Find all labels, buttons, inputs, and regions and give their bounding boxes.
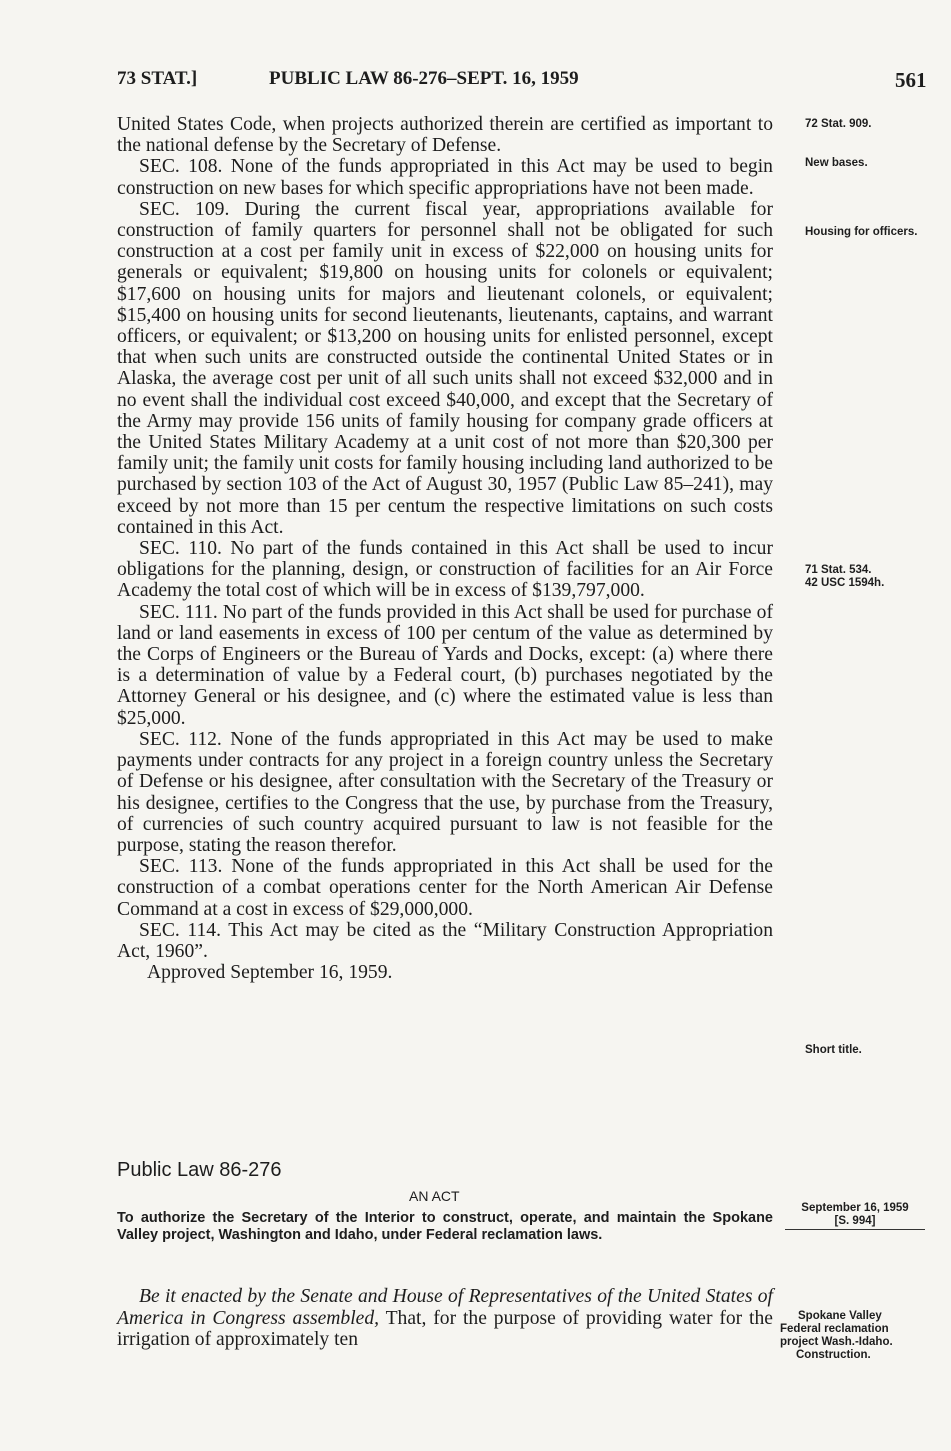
act-purpose (117, 1210, 773, 1244)
margin-note-71-stat (805, 564, 884, 590)
section-text: During the current fiscal year, appropriations available for construction of family quarters for personnel shall not be obligated for such construction at a cost per family unit in excess of $22,000 on housing units for generals or equivalent; $19,800 on housing units for colonels or equivalent; $17,600 on housing units for majors and lieutenant colonels, or equivalent; $15,400 on housing units for second lieutenants, lieutenants, captains, and warrant officers, or equivalent; or $13,200 on housing units for enlisted personnel, except that when such units are constructed outside the continental United States or in Alaska, the average cost per unit of all such units shall not exceed $32,000 and in no event shall the individual cost exceed $40,000, and except that the Secretary of the Army may provide 156 units of family housing for company grade officers at the United States Military Academy at a unit cost of not more than $20,300 per family unit; the family unit costs for family housing including land authorized to be purchased by section 103 of the Act of August 30, 1957 (Public Law 85–241), may exceed by not more than 15 per centum the respective limitations on such costs contained in this Act. (117, 198, 773, 538)
section-label: SEC. 114. (139, 919, 221, 941)
running-title: PUBLIC LAW 86-276–SEPT. 16, 1959 (269, 68, 579, 89)
margin-note-housing: Housing for officers. (805, 226, 918, 238)
section-111 (117, 602, 773, 729)
margin-date: September 16, 1959 (801, 1202, 909, 1214)
section-label: SEC. 110. (139, 538, 222, 560)
margin-note-date-bill (785, 1202, 925, 1230)
section-label: SEC. 109. (139, 198, 230, 220)
margin-rule (785, 1229, 925, 1230)
section-label: SEC. 111. (139, 601, 218, 623)
an-act-heading: AN ACT (409, 1188, 460, 1204)
margin-citation-usc: 42 USC 1594h. (805, 577, 885, 589)
section-text: No part of the funds provided in this Act shall be used for purchase of land or land easements in excess of 100 per centum of the value as determined by the Corps of Engineers or the Bureau of Yards and Docks, except: (a) where there is a determination of value by a Federal court, (b) purchases negotiated by the Attorney General or his designee, and (c) where the estimated value is less than $25,000. (117, 601, 773, 729)
section-114 (117, 920, 773, 962)
section-text: This Act may be cited as the “Military Construction Appropriation Act, 1960”. (117, 919, 773, 962)
margin-note-spokane (780, 1310, 925, 1362)
section-113 (117, 856, 773, 920)
section-text: None of the funds appropriated in this Act shall be used for the construction of a combat operations center for the North American Air Defense Command at a cost in excess of $29,000,000. (117, 856, 774, 920)
approval-date: Approved September 16, 1959. (147, 962, 393, 984)
section-112 (117, 729, 773, 856)
public-law-title: Public Law 86-276 (117, 1159, 282, 1181)
enacting-clause (117, 1286, 773, 1351)
margin-project-desc: Federal reclamation project Wash.-Idaho. (780, 1323, 893, 1348)
margin-note-72-stat: 72 Stat. 909. (805, 118, 872, 130)
margin-citation-stat: 71 Stat. 534. (805, 564, 872, 576)
section-109 (117, 199, 773, 538)
main-text (117, 114, 773, 983)
purpose-text: To authorize the Secretary of the Interior to construct, operate, and maintain the Spokane Valley project, Washington and Idaho, under Federal reclamation laws. (117, 1210, 773, 1243)
stat-volume: 73 STAT.] (117, 68, 198, 89)
margin-note-short-title: Short title. (805, 1044, 862, 1056)
enacting-formula: Be it enacted by the Senate and House of Representatives of the United States of America in Congress assembled, (117, 1286, 773, 1329)
section-label: SEC. 113. (139, 856, 223, 878)
section-label: SEC. 112. (139, 728, 222, 750)
section-110 (117, 538, 773, 602)
margin-note-new-bases: New bases. (805, 157, 868, 169)
running-header (117, 68, 927, 98)
enacting-text: That, for the purpose of providing water for the irrigation of approximately ten (117, 1307, 773, 1350)
section-text: No part of the funds contained in this Act shall be used to incur obligations for the planning, design, or construction of facilities for an Air Force Academy the total cost of which will be in excess of $139,797,000. (117, 538, 774, 602)
margin-bill-number: [S. 994] (834, 1215, 876, 1227)
margin-project-name: Spokane Valley (798, 1310, 882, 1322)
section-label: SEC. 108. (139, 156, 223, 178)
section-text: None of the funds appropriated in this Act may be used to begin construction on new bases for which specific appropriations have not been made. (117, 156, 773, 199)
continuation-paragraph: United States Code, when projects authorized therein are certified as important to the national defense by the Secretary of Defense. (117, 114, 773, 157)
section-108 (117, 156, 773, 198)
section-text: None of the funds appropriated in this Act may be used to make payments under contracts for any project in a foreign country unless the Secretary of Defense or his designee, after consultation with the Secretary of the Treasury or his designee, certifies to the Congress that the use, by purchase from the Treasury, of currencies of such country acquired pursuant to law is not feasible for the purpose, stating the reason therefor. (117, 728, 774, 856)
page-number: 561 (895, 68, 927, 92)
margin-construction: Construction. (796, 1349, 871, 1361)
